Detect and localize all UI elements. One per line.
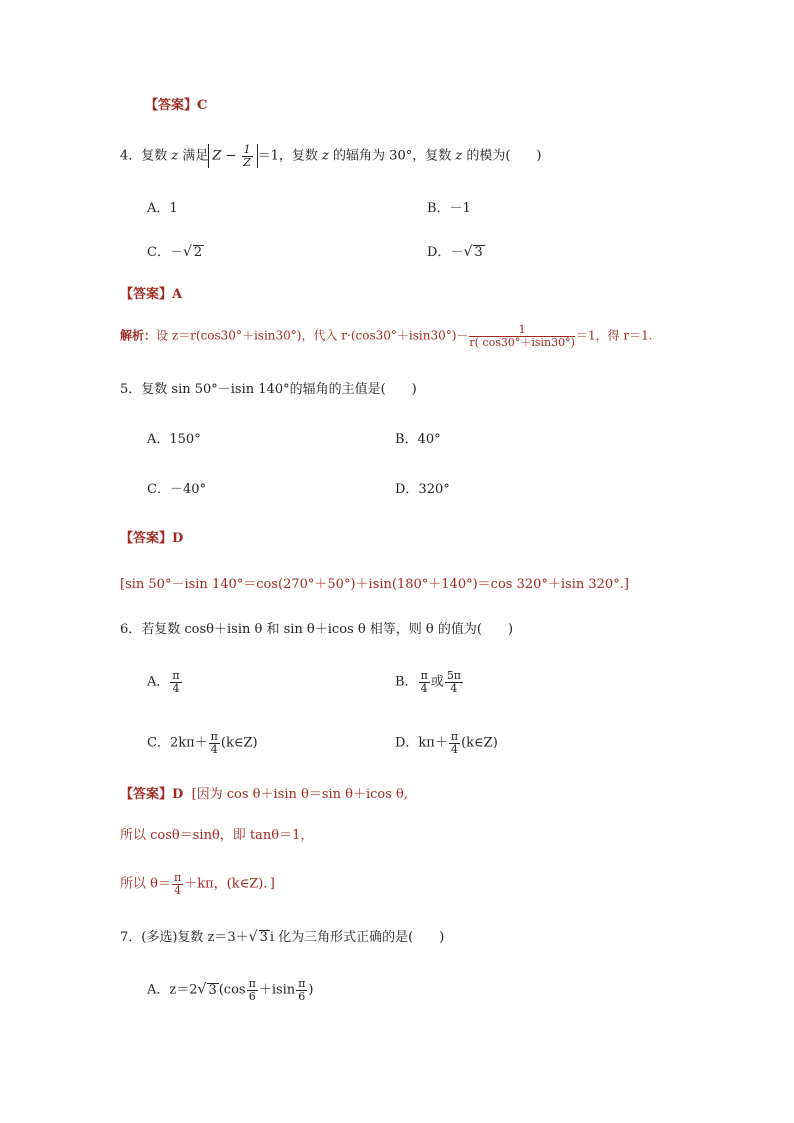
fraction-numerator: π (298, 977, 306, 990)
q6-option-d-tail: (k∈Z) (461, 735, 498, 751)
answer-label: 【答案】 (120, 287, 173, 302)
solution-6-line-3 (120, 872, 275, 896)
fraction-denominator: 4 (450, 681, 458, 695)
answer-value: A (172, 287, 183, 302)
q4-text: 的模为( ) (462, 148, 542, 164)
fraction-numerator: π (450, 730, 459, 743)
q7-text: ＋isin (258, 982, 296, 998)
fraction-numerator: π (420, 669, 428, 682)
question-6-stem: 6．若复数 cosθ＋isin θ 和 sin θ＋icos θ 相等，则 θ 的值为( ) (120, 622, 514, 637)
q6-frac (449, 731, 460, 755)
q7-option-a-label: A．z＝2 (147, 982, 198, 998)
q6-frac (419, 670, 430, 694)
q4-var-Z: Z (212, 148, 222, 164)
q6-option-a (147, 670, 183, 694)
solution-6-line-2: 所以 cosθ＝sinθ，即 tanθ＝1， (120, 828, 314, 843)
sqrt-icon: √ (463, 244, 473, 260)
fraction-numerator: π (172, 669, 180, 682)
q7-text: i 化为三角形式正确的是( ) (269, 930, 445, 945)
q7-option-a (147, 978, 314, 1002)
answer-value: C (197, 98, 208, 113)
solution-text: 所以 θ＝ (120, 876, 171, 892)
fraction-denominator: 4 (420, 681, 428, 695)
fraction-numerator: π (173, 871, 182, 884)
solution-text: ＝1，得 r＝1. (575, 328, 653, 343)
q4-option-d-label: D．－ (427, 245, 464, 260)
q6-frac (445, 670, 463, 694)
fraction-denominator: 4 (174, 883, 182, 897)
q5-option-c: C．－40° (147, 482, 206, 497)
question-5-stem: 5．复数 sin 50°－isin 140°的辐角的主值是( ) (120, 382, 417, 397)
sqrt-icon: √ (248, 929, 258, 945)
answer-value: D (172, 531, 184, 546)
q6-frac (209, 731, 220, 755)
answer-6 (120, 788, 408, 801)
fraction-denominator: 4 (450, 742, 458, 756)
q4-option-a: A．1 (147, 201, 178, 216)
q4-frac-num: 1 (243, 143, 251, 156)
question-4-stem (120, 144, 542, 168)
answer-text: [因为 cos θ＋isin θ＝sin θ＋icos θ, (191, 787, 409, 802)
fraction-denominator: 6 (298, 989, 306, 1003)
q4-option-d (427, 245, 485, 260)
fraction-denominator: 6 (248, 989, 256, 1003)
fraction-numerator: 1 (469, 324, 575, 337)
q6-option-c (147, 731, 258, 755)
q4-option-c-label: C．－ (147, 245, 183, 260)
solution-prefix: 解析： (120, 328, 157, 343)
solution-text: 设 z＝r(cos30°＋isin30°)，代入 r·(cos30°＋isin30°)－ (156, 328, 469, 343)
answer-3 (145, 99, 207, 112)
answer-label: 【答案】 (120, 787, 173, 802)
q7-frac (296, 978, 307, 1002)
answer-label: 【答案】 (145, 98, 198, 113)
q7-text: (cos (218, 982, 246, 998)
q4-frac-den: Z (243, 155, 251, 169)
q5-option-d: D．320° (395, 482, 450, 497)
q4-option-b: B．－1 (427, 201, 471, 216)
fraction-denominator: 4 (172, 681, 180, 695)
q4-var-z: z (455, 148, 463, 164)
q4-option-c-radicand: 2 (193, 245, 203, 260)
fraction-numerator: π (210, 730, 218, 743)
q4-text: 满足 (178, 148, 209, 164)
answer-5 (120, 532, 183, 545)
q4-var-z: z (171, 148, 179, 164)
q4-minus: − (221, 148, 241, 164)
q6-frac (170, 670, 181, 694)
q6-or: 或 (430, 674, 444, 690)
q5-option-a: A．150° (147, 432, 201, 447)
q6-option-d-label: D．kπ＋ (395, 735, 448, 751)
question-7-stem (120, 930, 444, 945)
fraction-denominator: 4 (210, 742, 218, 756)
solution-6-fraction (172, 872, 183, 896)
solution-text: ＋kπ，(k∈Z)．] (184, 876, 275, 892)
answer-4 (120, 288, 182, 301)
q4-text: 4．复数 (120, 148, 172, 164)
q6-option-c-label: C．2kπ＋ (147, 735, 208, 751)
q7-radicand: 3 (208, 982, 217, 998)
q4-option-c (147, 245, 204, 260)
q6-option-b-label: B． (395, 674, 418, 690)
q6-option-c-tail: (k∈Z) (220, 735, 258, 751)
sqrt-icon: √ (197, 981, 207, 998)
q7-radicand: 3 (259, 930, 268, 945)
fraction-numerator: 5π (446, 669, 462, 682)
q5-option-b: B．40° (395, 432, 441, 447)
fraction-denominator: r( cos30°＋isin30°) (469, 335, 575, 349)
q6-option-b (395, 670, 464, 694)
q4-text: 的辐角为 30°，复数 (328, 148, 456, 164)
solution-4 (120, 324, 653, 348)
q7-text: ) (308, 982, 314, 998)
sqrt-icon: √ (182, 244, 192, 260)
q6-option-a-label: A． (147, 674, 170, 690)
solution-5: [sin 50°－isin 140°＝cos(270°＋50°)＋isin(180°＋140°)＝cos 320°＋isin 320°.] (120, 577, 629, 592)
q7-text: 7．(多选)复数 z＝3＋ (120, 930, 249, 945)
q4-fraction (242, 144, 253, 168)
q6-option-d (395, 731, 498, 755)
fraction-numerator: π (248, 977, 256, 990)
solution-4-fraction (469, 324, 575, 348)
answer-label: 【答案】 (120, 531, 173, 546)
q4-eq: ＝1 (257, 148, 279, 164)
q7-frac (247, 978, 258, 1002)
q4-text: ，复数 (278, 148, 323, 164)
answer-value: D (172, 787, 184, 802)
q4-option-d-radicand: 3 (474, 245, 483, 260)
q4-abs-expression (208, 144, 257, 168)
q4-var-z: z (322, 148, 329, 164)
